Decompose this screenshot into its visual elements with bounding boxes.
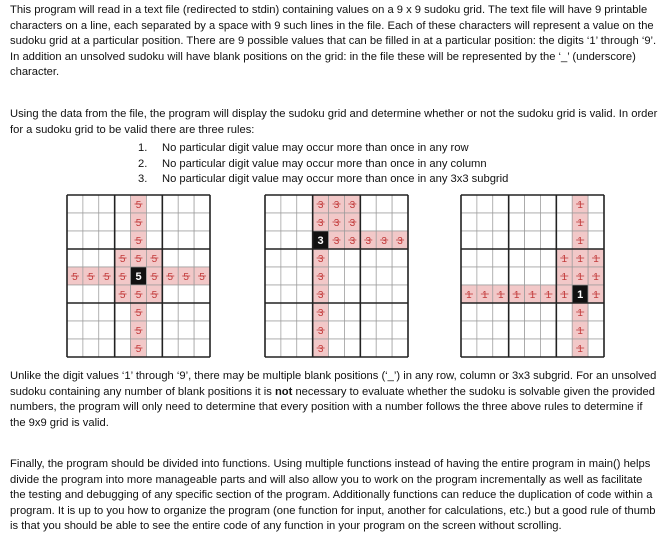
empty-cell [540, 231, 556, 249]
empty-cell [115, 303, 131, 321]
empty-cell [99, 285, 115, 303]
empty-cell [194, 213, 210, 231]
empty-cell [99, 213, 115, 231]
empty-cell [178, 195, 194, 213]
empty-cell [265, 213, 281, 231]
rule-text: No particular digit value may occur more than once in any 3x3 subgrid [162, 173, 509, 186]
empty-cell [461, 249, 477, 267]
empty-cell [344, 285, 360, 303]
conflict-digit: 3 [349, 218, 356, 229]
empty-cell [344, 267, 360, 285]
empty-cell [194, 303, 210, 321]
empty-cell [376, 267, 392, 285]
intro-paragraph: This program will read in a text file (redirected to stdin) containing values on a 9 x 9 sudoku grid. The text file will have 9 printable characters on a line, each separated by a space with 9 such lines in the file. Each of these characters will represent a value on the sudoku grid at a particular position. There are 9 possible values that can be filled in at a particular position: the digits ‘1’ through ‘9’. In addition an unsolved sudoku will have blank positions on the grid: in the file these will be represented by the ‘_’ (underscore) character. [10, 4, 657, 79]
empty-cell [376, 303, 392, 321]
focus-digit: 1 [577, 289, 584, 301]
empty-cell [329, 303, 345, 321]
empty-cell [99, 231, 115, 249]
empty-cell [344, 249, 360, 267]
empty-cell [178, 321, 194, 339]
empty-cell [392, 321, 408, 339]
empty-cell [281, 249, 297, 267]
empty-cell [540, 303, 556, 321]
empty-cell [493, 267, 509, 285]
empty-cell [461, 231, 477, 249]
rule-item [138, 141, 508, 157]
empty-cell [67, 285, 83, 303]
empty-cell [194, 321, 210, 339]
empty-cell [67, 321, 83, 339]
empty-cell [162, 285, 178, 303]
empty-cell [83, 321, 99, 339]
empty-cell [588, 303, 604, 321]
conflict-digit: 1 [561, 290, 568, 301]
empty-cell [509, 321, 525, 339]
conflict-digit: 1 [593, 254, 599, 265]
empty-cell [194, 249, 210, 267]
empty-cell [281, 303, 297, 321]
empty-cell [525, 303, 541, 321]
empty-cell [162, 249, 178, 267]
empty-cell [360, 213, 376, 231]
empty-cell [509, 267, 525, 285]
empty-cell [556, 195, 572, 213]
empty-cell [329, 267, 345, 285]
empty-cell [162, 339, 178, 357]
empty-cell [360, 321, 376, 339]
empty-cell [493, 339, 509, 357]
empty-cell [67, 303, 83, 321]
empty-cell [477, 321, 493, 339]
conflict-digit: 1 [561, 254, 568, 265]
empty-cell [281, 213, 297, 231]
empty-cell [178, 303, 194, 321]
empty-cell [461, 195, 477, 213]
empty-cell [392, 267, 408, 285]
conflict-digit: 3 [333, 218, 340, 229]
conflict-digit: 1 [577, 308, 583, 319]
sudoku-grid-column-example [66, 194, 211, 358]
conflict-digit: 1 [529, 290, 536, 301]
empty-cell [477, 231, 493, 249]
empty-cell [392, 195, 408, 213]
empty-cell [162, 321, 178, 339]
empty-cell [525, 339, 541, 357]
empty-cell [477, 213, 493, 231]
empty-cell [297, 321, 313, 339]
empty-cell [509, 249, 525, 267]
empty-cell [493, 195, 509, 213]
conflict-digit: 5 [135, 344, 142, 355]
conflict-digit: 1 [545, 290, 552, 301]
rule-number: 3. [138, 173, 148, 186]
conflict-digit: 1 [577, 218, 583, 229]
empty-cell [329, 339, 345, 357]
empty-cell [329, 285, 345, 303]
conflict-digit: 5 [135, 218, 142, 229]
empty-cell [99, 249, 115, 267]
empty-cell [376, 195, 392, 213]
empty-cell [556, 213, 572, 231]
conflict-digit: 5 [167, 272, 174, 283]
empty-cell [83, 213, 99, 231]
empty-cell [392, 249, 408, 267]
conflict-digit: 1 [513, 290, 520, 301]
empty-cell [281, 231, 297, 249]
empty-cell [178, 249, 194, 267]
conflict-digit: 1 [577, 254, 583, 265]
empty-cell [540, 267, 556, 285]
empty-cell [194, 195, 210, 213]
empty-cell [115, 213, 131, 231]
empty-cell [493, 231, 509, 249]
empty-cell [297, 339, 313, 357]
empty-cell [297, 267, 313, 285]
empty-cell [525, 195, 541, 213]
empty-cell [67, 339, 83, 357]
conflict-digit: 3 [317, 344, 324, 355]
empty-cell [556, 339, 572, 357]
conflict-digit: 1 [482, 290, 488, 301]
empty-cell [344, 303, 360, 321]
conflict-digit: 1 [466, 290, 472, 301]
empty-cell [540, 213, 556, 231]
empty-cell [461, 267, 477, 285]
conflict-digit: 3 [333, 200, 340, 211]
empty-cell [83, 285, 99, 303]
empty-cell [344, 339, 360, 357]
conflict-digit: 1 [497, 290, 504, 301]
empty-cell [588, 213, 604, 231]
empty-cell [83, 231, 99, 249]
empty-cell [509, 339, 525, 357]
empty-cell [461, 213, 477, 231]
empty-cell [540, 339, 556, 357]
empty-cell [178, 339, 194, 357]
conflict-digit: 5 [88, 272, 94, 283]
conflict-digit: 1 [561, 272, 568, 283]
empty-cell [265, 285, 281, 303]
empty-cell [588, 339, 604, 357]
conflict-digit: 1 [593, 272, 599, 283]
empty-cell [540, 321, 556, 339]
conflict-digit: 3 [317, 218, 324, 229]
empty-cell [297, 249, 313, 267]
empty-cell [556, 303, 572, 321]
empty-cell [146, 339, 162, 357]
conflict-digit: 5 [135, 236, 142, 247]
sudoku-grid-row-example [264, 194, 409, 358]
rule-number: 2. [138, 157, 148, 170]
blanks-paragraph: Unlike the digit values ‘1’ through ‘9’, there may be multiple blank positions (‘_’) in any row, column or 3x3 subgrid. For an unsolved sudoku containing any number of blank positions it is not necessary to evaluate whether the sudoku is solvable given the provided numbers, the program will only need to determine that every position with a number follows the three above rules to determine if the 9x9 grid is valid. [10, 370, 657, 429]
conflict-digit: 3 [349, 236, 356, 247]
rule-text: No particular digit value may occur more than once in any column [162, 157, 487, 170]
conflict-digit: 1 [577, 326, 583, 337]
display-paragraph: Using the data from the file, the program will display the sudoku grid and determine whether or not the sudoku grid is valid. In order for a sudoku grid to be valid there are three rules: [10, 108, 658, 136]
empty-cell [265, 195, 281, 213]
empty-cell [265, 249, 281, 267]
empty-cell [461, 321, 477, 339]
conflict-digit: 5 [135, 254, 142, 265]
empty-cell [146, 321, 162, 339]
empty-cell [509, 195, 525, 213]
empty-cell [477, 267, 493, 285]
empty-cell [525, 249, 541, 267]
empty-cell [162, 195, 178, 213]
empty-cell [162, 303, 178, 321]
empty-cell [525, 321, 541, 339]
empty-cell [360, 195, 376, 213]
empty-cell [588, 321, 604, 339]
empty-cell [281, 321, 297, 339]
empty-cell [588, 231, 604, 249]
conflict-digit: 1 [577, 200, 583, 211]
sudoku-grid-subgrid-example [460, 194, 605, 358]
conflict-digit: 5 [119, 290, 126, 301]
focus-digit: 5 [135, 271, 142, 283]
conflict-digit: 5 [103, 272, 110, 283]
empty-cell [392, 213, 408, 231]
empty-cell [297, 303, 313, 321]
empty-cell [509, 303, 525, 321]
empty-cell [360, 249, 376, 267]
empty-cell [588, 195, 604, 213]
empty-cell [297, 231, 313, 249]
conflict-digit: 5 [119, 254, 126, 265]
empty-cell [360, 267, 376, 285]
rule-number: 1. [138, 142, 148, 154]
conflict-digit: 1 [577, 344, 583, 355]
empty-cell [281, 339, 297, 357]
empty-cell [493, 321, 509, 339]
empty-cell [540, 195, 556, 213]
empty-cell [146, 213, 162, 231]
empty-cell [509, 231, 525, 249]
empty-cell [178, 213, 194, 231]
empty-cell [493, 249, 509, 267]
empty-cell [376, 339, 392, 357]
empty-cell [461, 303, 477, 321]
empty-cell [297, 213, 313, 231]
empty-cell [146, 303, 162, 321]
empty-cell [115, 321, 131, 339]
conflict-digit: 5 [135, 290, 142, 301]
conflict-digit: 5 [151, 290, 158, 301]
rule-text: No particular digit value may occur more than once in any row [162, 142, 469, 154]
conflict-digit: 3 [381, 236, 387, 247]
empty-cell [461, 339, 477, 357]
conflict-digit: 5 [135, 308, 142, 319]
empty-cell [67, 213, 83, 231]
conflict-digit: 1 [593, 290, 599, 301]
empty-cell [146, 195, 162, 213]
conflict-digit: 5 [135, 326, 142, 337]
empty-cell [265, 321, 281, 339]
empty-cell [360, 303, 376, 321]
empty-cell [281, 195, 297, 213]
empty-cell [99, 321, 115, 339]
conflict-digit: 3 [397, 236, 403, 247]
empty-cell [265, 303, 281, 321]
empty-cell [194, 285, 210, 303]
empty-cell [493, 303, 509, 321]
conflict-digit: 5 [151, 272, 158, 283]
empty-cell [99, 339, 115, 357]
empty-cell [162, 231, 178, 249]
empty-cell [115, 195, 131, 213]
empty-cell [477, 195, 493, 213]
empty-cell [540, 249, 556, 267]
empty-cell [556, 231, 572, 249]
empty-cell [360, 285, 376, 303]
focus-digit: 3 [317, 235, 324, 247]
conflict-digit: 1 [577, 272, 583, 283]
conflict-digit: 3 [349, 200, 356, 211]
empty-cell [392, 339, 408, 357]
rules-list [138, 141, 508, 188]
empty-cell [392, 285, 408, 303]
conflict-digit: 3 [317, 326, 324, 337]
conflict-digit: 3 [317, 272, 324, 283]
conflict-digit: 5 [135, 200, 142, 211]
empty-cell [281, 267, 297, 285]
empty-cell [329, 249, 345, 267]
empty-cell [194, 339, 210, 357]
conflict-digit: 5 [72, 272, 78, 283]
empty-cell [344, 321, 360, 339]
empty-cell [525, 231, 541, 249]
empty-cell [376, 213, 392, 231]
empty-cell [297, 285, 313, 303]
empty-cell [99, 303, 115, 321]
rule-item [138, 157, 508, 173]
empty-cell [265, 231, 281, 249]
empty-cell [265, 339, 281, 357]
empty-cell [477, 249, 493, 267]
empty-cell [329, 321, 345, 339]
conflict-digit: 3 [317, 254, 324, 265]
empty-cell [162, 213, 178, 231]
empty-cell [493, 213, 509, 231]
empty-cell [376, 249, 392, 267]
conflict-digit: 5 [199, 272, 205, 283]
empty-cell [146, 231, 162, 249]
empty-cell [83, 249, 99, 267]
empty-cell [67, 195, 83, 213]
empty-cell [67, 249, 83, 267]
empty-cell [376, 321, 392, 339]
conflict-digit: 1 [577, 236, 583, 247]
empty-cell [392, 303, 408, 321]
empty-cell [297, 195, 313, 213]
empty-cell [477, 339, 493, 357]
empty-cell [67, 231, 83, 249]
functions-paragraph: Finally, the program should be divided into functions. Using multiple functions instead of having the entire program in main() helps divide the program into more manageable parts and will also allow you to work on the program incrementally as well as facilitate the testing and debugging of any specific section of the program. Additionally functions can reduce the duplication of code within a program. It is up to you how to organize the program (one function for input, another for calculations, etc.) but a good rule of thumb is that you should be able to see the entire code of any function in your program on the screen without scrolling. [10, 458, 656, 533]
emphasis-not: not [274, 385, 293, 398]
conflict-digit: 3 [365, 236, 372, 247]
empty-cell [525, 213, 541, 231]
empty-cell [99, 195, 115, 213]
empty-cell [115, 339, 131, 357]
conflict-digit: 3 [333, 236, 340, 247]
empty-cell [509, 213, 525, 231]
empty-cell [556, 321, 572, 339]
rule-item [138, 172, 508, 188]
empty-cell [83, 339, 99, 357]
empty-cell [83, 195, 99, 213]
conflict-digit: 5 [119, 272, 126, 283]
empty-cell [178, 285, 194, 303]
empty-cell [115, 231, 131, 249]
conflict-digit: 3 [317, 200, 324, 211]
conflict-digit: 3 [317, 308, 324, 319]
empty-cell [360, 339, 376, 357]
empty-cell [194, 231, 210, 249]
empty-cell [265, 267, 281, 285]
empty-cell [525, 267, 541, 285]
conflict-digit: 3 [317, 290, 324, 301]
conflict-digit: 5 [151, 254, 158, 265]
empty-cell [178, 231, 194, 249]
empty-cell [281, 285, 297, 303]
empty-cell [83, 303, 99, 321]
empty-cell [376, 285, 392, 303]
conflict-digit: 5 [183, 272, 189, 283]
empty-cell [477, 303, 493, 321]
